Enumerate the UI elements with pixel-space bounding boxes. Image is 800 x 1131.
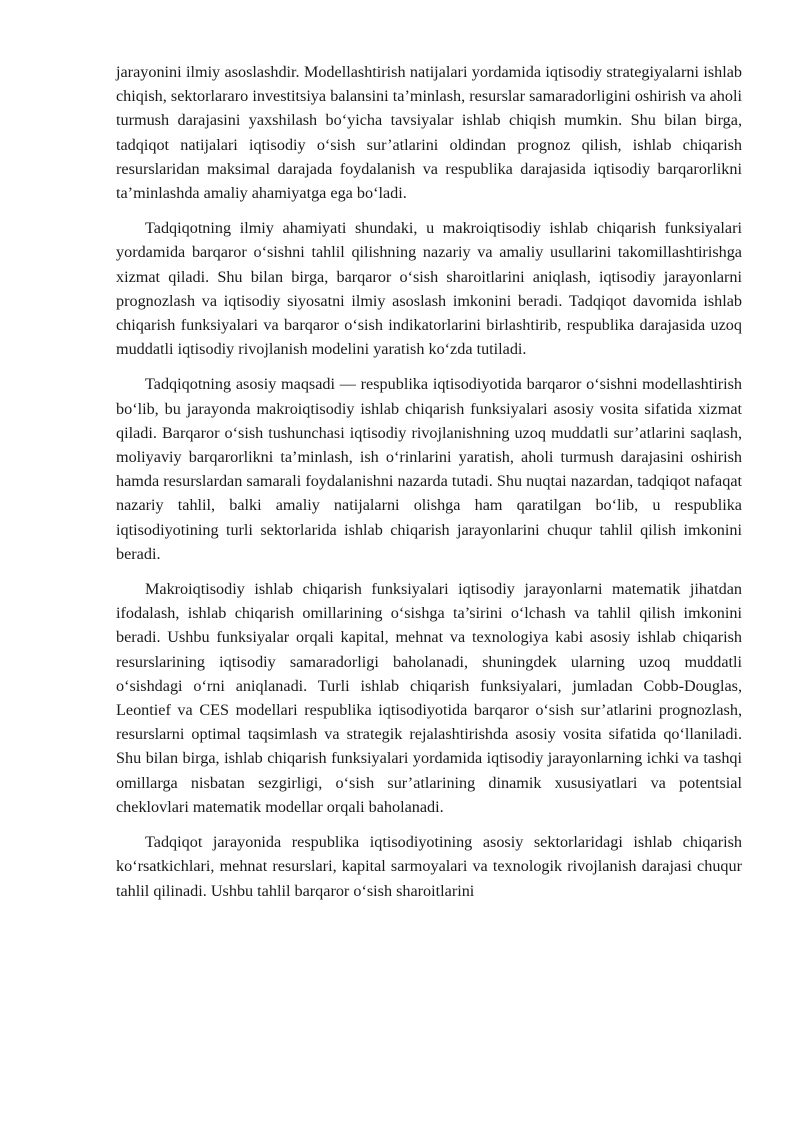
paragraph-production-functions: Makroiqtisodiy ishlab chiqarish funksiyalari iqtisodiy jarayonlarni matematik jihatdan ifodalash, ishlab chiqarish omillarining o‘sishga ta’sirini o‘lchash va tahlil qilish imkonini beradi. Ushbu funksiyalar orqali kapital, mehnat va texnologiya kabi asosiy ishlab chiqarish resurslarining iqtisodiy samaradorligi baholanadi, shuningdek ularning uzoq muddatli o‘sishdagi o‘rni aniqlanadi. Turli ishlab chiqarish funksiyalari, jumladan Cobb-Douglas, Leontief va CES modellari respublika iqtisodiyotida barqaror o‘sish sur’atlarini prognozlash, resurslarni optimal taqsimlash va strategik rejalashtirishda asosiy vosita sifatida qo‘llaniladi. Shu bilan birga, ishlab chiqarish funksiyalari yordamida iqtisodiy jarayonlarning ichki va tashqi omillarga nisbatan sezgirligi, o‘sish sur’atlarining dinamik xususiyatlari va potentsial cheklovlari matematik modellar orqali baholanadi.	[116, 580, 742, 816]
paragraph-main-goal: Tadqiqotning asosiy maqsadi — respublika iqtisodiyotida barqaror o‘sishni modellashtirish bo‘lib, bu jarayonda makroiqtisodiy ishlab chiqarish funksiyalari asosiy vosita sifatida xizmat qiladi. Barqaror o‘sish tushunchasi iqtisodiy rivojlanishning uzoq muddatli sur’atlarini saqlash, moliyaviy barqarorlikni ta’minlash, ish o‘rinlarini yaratish, aholi turmush darajasini oshirish hamda resurslardan samarali foydalanishni nazarda tutadi. Shu nuqtai nazardan, tadqiqot nafaqat nazariy tahlil, balki amaliy natijalarni olishga ham qaratilgan bo‘lib, u respublika iqtisodiyotining turli sektorlarida ishlab chiqarish jarayonlarini chuqur tahlil qilish imkonini beradi.	[116, 375, 742, 563]
document-page	[116, 60, 742, 914]
paragraph-continuation: jarayonini ilmiy asoslashdir. Modellashtirish natijalari yordamida iqtisodiy strategiyalarni ishlab chiqish, sektorlararo investitsiya balansini ta’minlash, resurslar samaradorligini oshirish va aholi turmush darajasini yaxshilash bo‘yicha tavsiyalar ishlab chiqish mumkin. Shu bilan birga, tadqiqot natijalari iqtisodiy o‘sish sur’atlarini oldindan prognoz qilish, ishlab chiqarish resurslaridan maksimal darajada foydalanish va respublika darajasida iqtisodiy barqarorlikni ta’minlashda amaliy ahamiyatga ega bo‘ladi.	[116, 63, 742, 203]
paragraph-research-process: Tadqiqot jarayonida respublika iqtisodiyotining asosiy sektorlaridagi ishlab chiqarish ko‘rsatkichlari, mehnat resurslari, kapital sarmoyalari va texnologik rivojlanish darajasi chuqur tahlil qilinadi. Ushbu tahlil barqaror o‘sish sharoitlarini	[116, 833, 742, 900]
paragraph-scientific-significance: Tadqiqotning ilmiy ahamiyati shundaki, u makroiqtisodiy ishlab chiqarish funksiyalari yordamida barqaror o‘sishni tahlil qilishning nazariy va amaliy usullarini takomillashtirishga xizmat qiladi. Shu bilan birga, barqaror o‘sish sharoitlarini aniqlash, iqtisodiy jarayonlarni prognozlash va iqtisodiy siyosatni ilmiy asoslash imkonini beradi. Tadqiqot davomida ishlab chiqarish funksiyalari va barqaror o‘sish indikatorlarini birlashtirib, respublika darajasida uzoq muddatli iqtisodiy rivojlanish modelini yaratish ko‘zda tutiladi.	[116, 219, 742, 359]
